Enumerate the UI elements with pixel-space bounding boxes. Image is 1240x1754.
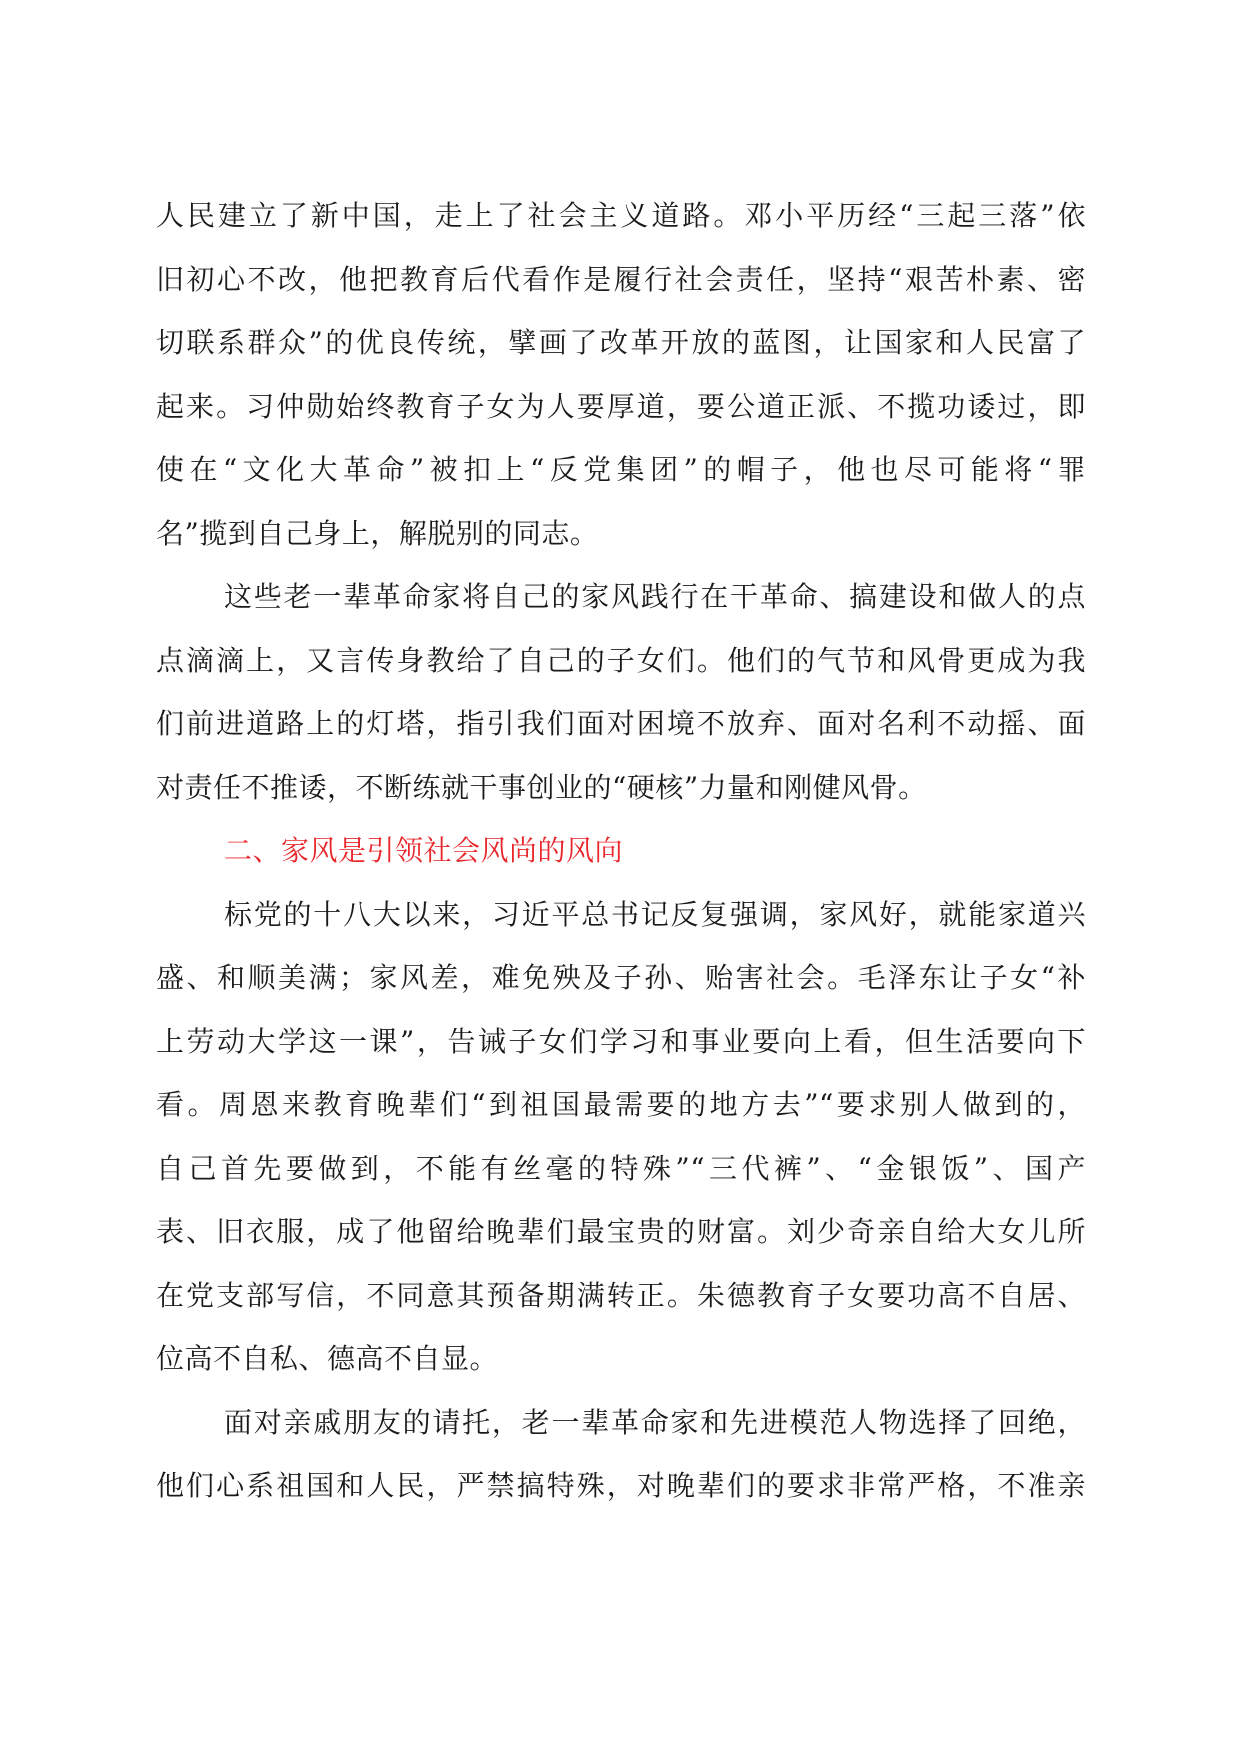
text-line: 位高不自私、德高不自显。 — [156, 1342, 499, 1375]
text-line: 这些老一辈革命家将自己的家风践行在干革命、搞建设和做人的点 — [224, 580, 1086, 613]
text-line: 对责任不推诿，不断练就干事创业的“硬核”力量和刚健风骨。 — [156, 770, 927, 804]
text-line: 起来。习仲勋始终教育子女为人要厚道，要公道正派、不揽功诿过，即 — [156, 389, 1086, 423]
text-line: 旧初心不改，他把教育后代看作是履行社会责任，坚持“艰苦朴素、密 — [156, 262, 1086, 296]
text-line: 点滴滴上，又言传身教给了自己的子女们。他们的气节和风骨更成为我 — [156, 643, 1086, 677]
section-heading — [156, 819, 1086, 883]
text-line: 自己首先要做到，不能有丝毫的特殊”“三代裤”、“金银饭”、国产 — [156, 1151, 1086, 1185]
paragraph — [156, 1391, 1086, 1518]
text-line: 在党支部写信，不同意其预备期满转正。朱德教育子女要功高不自居、 — [156, 1278, 1086, 1312]
text-line: 标党的十八大以来，习近平总书记反复强调，家风好，就能家道兴 — [224, 897, 1086, 931]
text-line: 们前进道路上的灯塔，指引我们面对困境不放弃、面对名利不动摇、面 — [156, 707, 1086, 740]
paragraph — [156, 565, 1086, 819]
paragraph — [156, 883, 1086, 1391]
text-line: 切联系群众”的优良传统，擘画了改革开放的蓝图，让国家和人民富了 — [156, 326, 1086, 359]
section-heading-text: 二、家风是引领社会风尚的风向 — [224, 834, 624, 867]
text-line: 人民建立了新中国，走上了社会主义道路。邓小平历经“三起三落”依 — [156, 199, 1086, 232]
text-line: 表、旧衣服，成了他留给晚辈们最宝贵的财富。刘少奇亲自给大女儿所 — [156, 1215, 1086, 1248]
text-line: 名”揽到自己身上，解脱别的同志。 — [156, 516, 599, 550]
text-line: 他们心系祖国和人民，严禁搞特殊，对晚辈们的要求非常严格，不准亲 — [156, 1469, 1086, 1502]
text-line: 面对亲戚朋友的请托，老一辈革命家和先进模范人物选择了回绝， — [224, 1405, 1086, 1439]
text-line: 上劳动大学这一课”，告诫子女们学习和事业要向上看，但生活要向下 — [156, 1024, 1086, 1058]
paragraph-continuation — [156, 184, 1086, 565]
text-line: 使在“文化大革命”被扣上“反党集团”的帽子，他也尽可能将“罪 — [156, 453, 1086, 486]
text-line: 盛、和顺美满；家风差，难免殃及子孙、贻害社会。毛泽东让子女“补 — [156, 961, 1086, 994]
document-body — [156, 184, 1086, 1518]
text-line: 看。周恩来教育晚辈们“到祖国最需要的地方去”“要求别人做到的， — [156, 1088, 1086, 1121]
